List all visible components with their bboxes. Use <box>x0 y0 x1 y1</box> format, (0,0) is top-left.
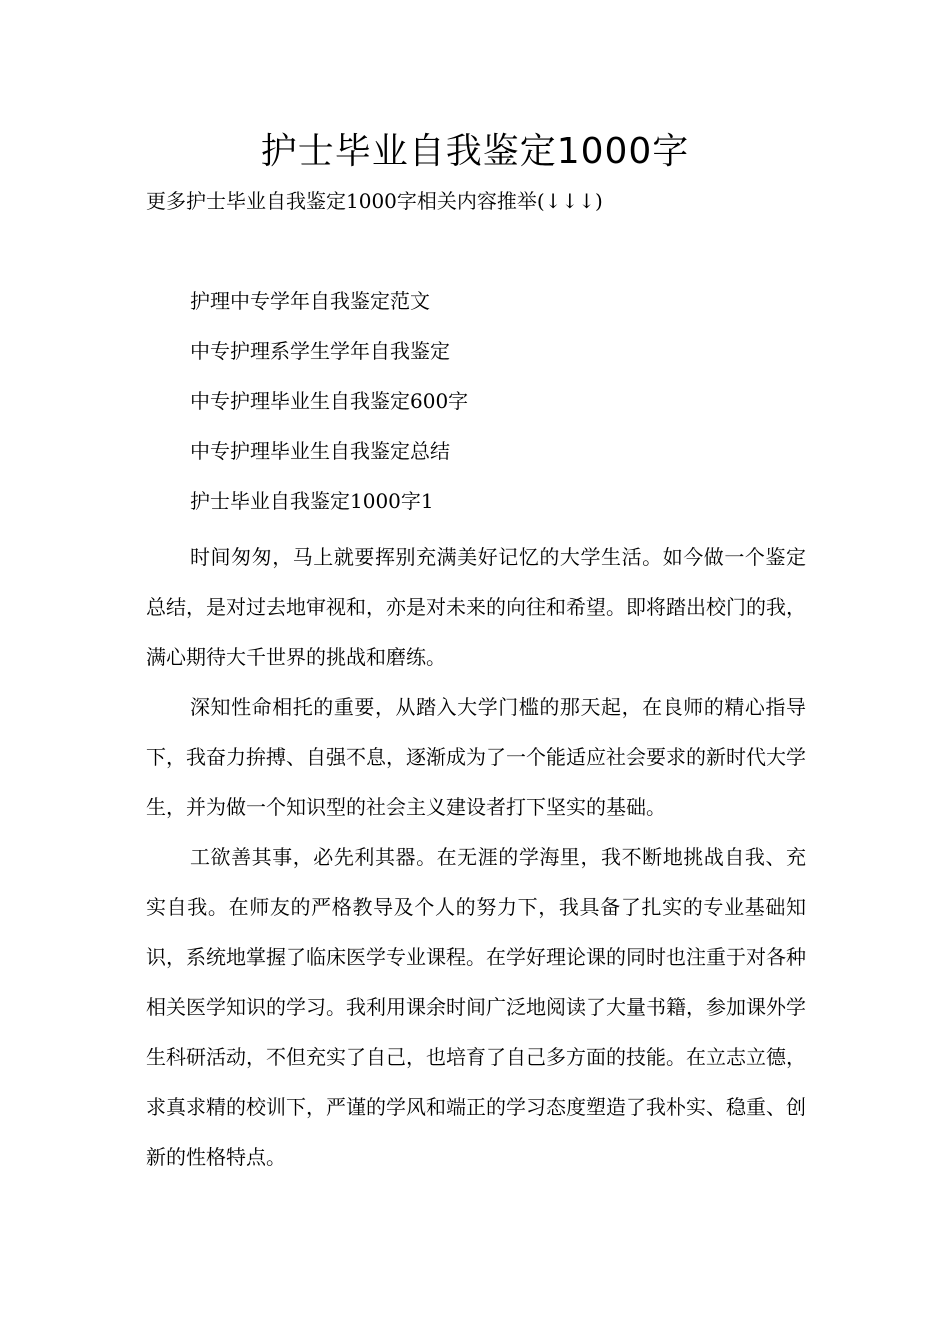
related-link[interactable]: 中专护理系学生学年自我鉴定 <box>190 339 450 363</box>
body-paragraph: 深知性命相托的重要，从踏入大学门槛的那天起，在良师的精心指导下，我奋力拚搏、自强不息，逐渐成为了一个能适应社会要求的新时代大学生，并为做一个知识型的社会主义建设者打下坚实的基础。 <box>146 695 806 819</box>
related-links-list <box>190 284 468 534</box>
document-body <box>146 532 806 1182</box>
related-content-intro: 更多护士毕业自我鉴定1000字相关内容推举(↓↓↓) <box>146 189 603 213</box>
related-link[interactable]: 护士毕业自我鉴定1000字1 <box>190 489 434 513</box>
body-paragraph: 时间匆匆，马上就要挥别充满美好记忆的大学生活。如今做一个鉴定总结，是对过去地审视和，亦是对未来的向往和希望。即将踏出校门的我，满心期待大千世界的挑战和磨练。 <box>146 545 806 669</box>
related-link[interactable]: 中专护理毕业生自我鉴定总结 <box>190 439 450 463</box>
document-title: 护士毕业自我鉴定1000字 <box>260 131 690 172</box>
related-link[interactable]: 中专护理毕业生自我鉴定600字 <box>190 389 469 413</box>
related-link[interactable]: 护理中专学年自我鉴定范文 <box>190 289 430 313</box>
body-paragraph: 工欲善其事，必先利其器。在无涯的学海里，我不断地挑战自我、充实自我。在师友的严格教导及个人的努力下，我具备了扎实的专业基础知识，系统地掌握了临床医学专业课程。在学好理论课的同时也注重于对各种相关医学知识的学习。我利用课余时间广泛地阅读了大量书籍，参加课外学生科研活动，不但充实了自己，也培育了自己多方面的技能。在立志立德，求真求精的校训下，严谨的学风和端正的学习态度塑造了我朴实、稳重、创新的性格特点。 <box>146 845 806 1169</box>
